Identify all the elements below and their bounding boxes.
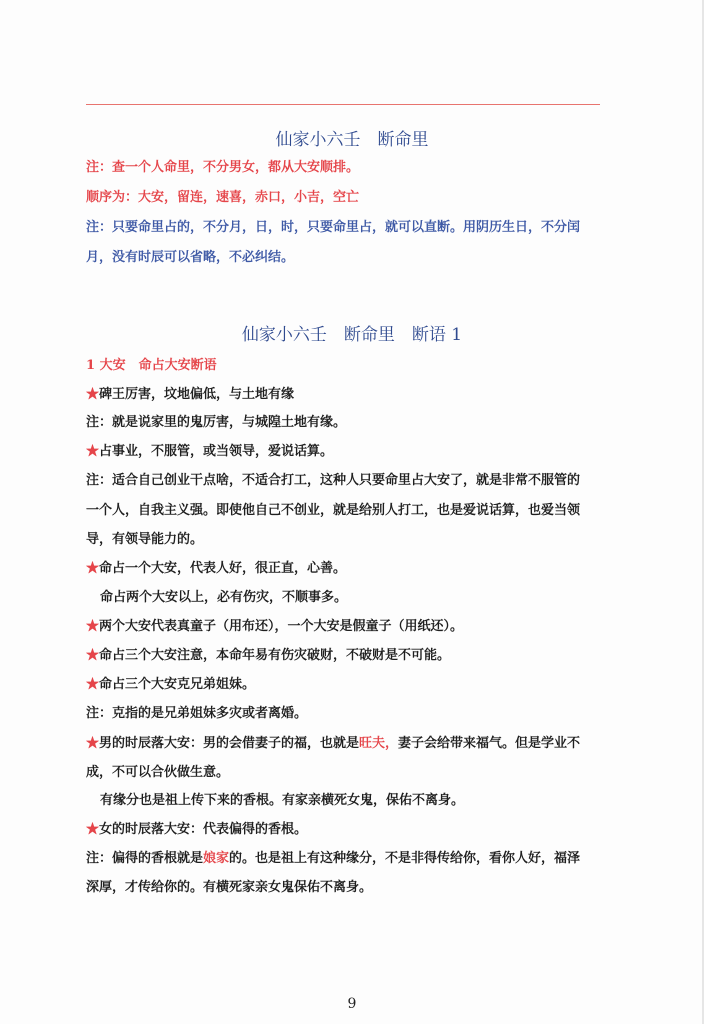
text-span: 男的时辰落大安：男的会借妻子的福，也就是 bbox=[99, 736, 360, 751]
text-line: 导，有领导能力的。 bbox=[86, 532, 204, 547]
text-span: 占事业，不服管，或当领导，爱说话算。 bbox=[99, 444, 334, 459]
text-line: 命占两个大安以上，必有伤灾，不顺事多。 bbox=[100, 590, 348, 605]
note-line: 月，没有时辰可以省略，不必纠结。 bbox=[86, 250, 295, 265]
star-icon: ★ bbox=[86, 736, 100, 751]
text-span: 妻子会给带来福气。但是学业不 bbox=[398, 736, 581, 751]
star-icon: ★ bbox=[86, 619, 100, 634]
text-line bbox=[86, 675, 616, 695]
text-line: 注：就是说家里的鬼厉害，与城隍土地有缘。 bbox=[86, 415, 347, 430]
text-span: 两个大安代表真童子（用布还），一个大安是假童子（用纸还）。 bbox=[99, 619, 464, 634]
text-line bbox=[86, 646, 616, 666]
text-line: 有缘分也是祖上传下来的香根。有家亲横死女鬼，保佑不离身。 bbox=[100, 793, 465, 808]
star-icon: ★ bbox=[86, 387, 100, 402]
order-line: 顺序为：大安，留连，速喜，赤口，小吉，空亡 bbox=[86, 190, 360, 205]
text-span: 命占一个大安，代表人好，很正直，心善。 bbox=[99, 561, 347, 576]
text-line bbox=[86, 385, 616, 405]
section-title-2: 仙家小六壬 断命里 断语 1 bbox=[241, 325, 463, 345]
star-icon: ★ bbox=[86, 561, 100, 576]
star-icon: ★ bbox=[86, 822, 100, 837]
text-line: 注：克指的是兄弟姐妹多灾或者离婚。 bbox=[86, 706, 308, 721]
text-span: 女的时辰落大安：代表偏得的香根。 bbox=[99, 822, 308, 837]
text-line bbox=[86, 849, 616, 869]
star-icon: ★ bbox=[86, 648, 100, 663]
section-title-1: 仙家小六壬 断命里 bbox=[275, 130, 429, 150]
highlight-text: 娘家 bbox=[203, 851, 230, 866]
text-line bbox=[86, 617, 616, 637]
text-line: 成，不可以合伙做生意。 bbox=[86, 765, 230, 780]
note-line: 注：查一个人命里，不分男女，都从大安顺排。 bbox=[86, 160, 360, 175]
note-line: 注：只要命里占的，不分月，日，时，只要命里占，就可以直断。用阴历生日，不分闰 bbox=[86, 220, 581, 235]
text-line bbox=[86, 820, 616, 840]
highlight-text: 旺夫， bbox=[359, 736, 399, 751]
text-span: 命占三个大安注意，本命年易有伤灾破财，不破财是不可能。 bbox=[99, 648, 451, 663]
page-number: 9 bbox=[347, 996, 357, 1012]
text-span: 注：偏得的香根就是 bbox=[86, 851, 204, 866]
text-span: 命占三个大安克兄弟姐妹。 bbox=[99, 677, 256, 692]
star-icon: ★ bbox=[86, 677, 100, 692]
text-span: 碑王厉害，坟地偏低，与土地有缘 bbox=[99, 387, 295, 402]
text-span: 的。也是祖上有这种缘分，不是非得传给你，看你人好，福泽 bbox=[229, 851, 581, 866]
section-heading: 1 大安 命占大安断语 bbox=[86, 358, 217, 373]
text-line: 一个人，自我主义强。即使他自己不创业，就是给别人打工，也是爱说话算，也爱当领 bbox=[86, 503, 581, 518]
text-line: 注：适合自己创业干点啥，不适合打工，这种人只要命里占大安了，就是非常不服管的 bbox=[86, 473, 581, 488]
text-line bbox=[86, 734, 616, 754]
star-icon: ★ bbox=[86, 444, 100, 459]
header-rule bbox=[86, 104, 600, 105]
text-line bbox=[86, 559, 616, 579]
text-line bbox=[86, 442, 616, 462]
text-line: 深厚，才传给你的。有横死家亲女鬼保佑不离身。 bbox=[86, 880, 373, 895]
